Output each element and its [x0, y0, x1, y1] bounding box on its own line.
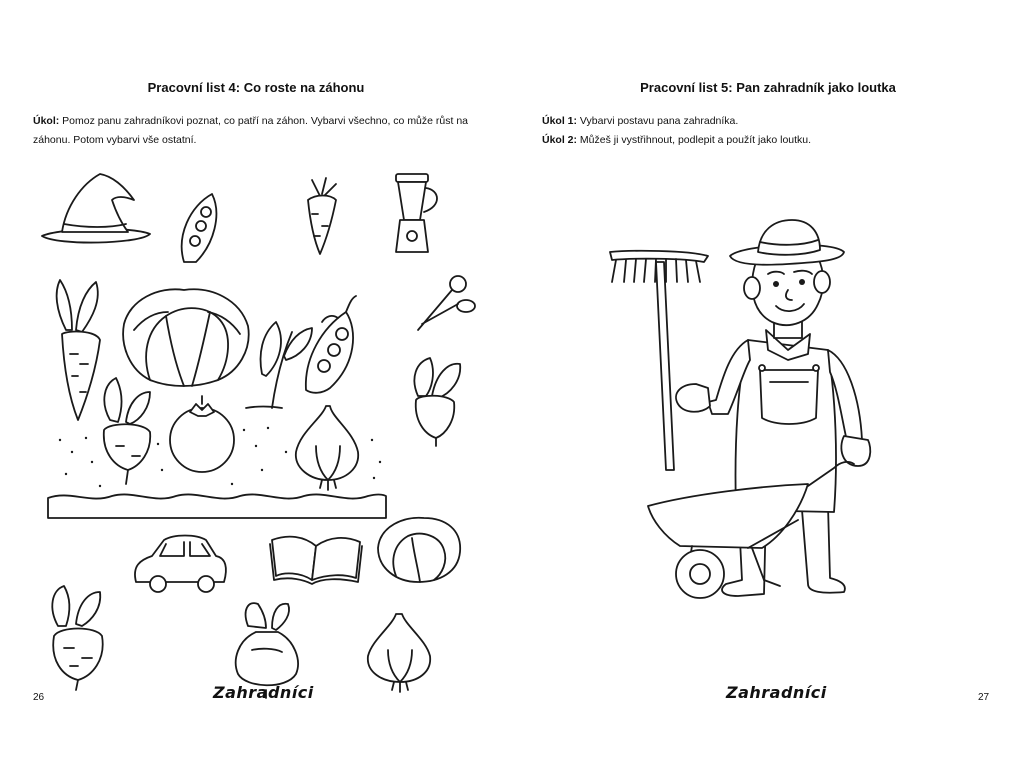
task1-text: Vybarvi postavu pana zahradníka.	[577, 115, 739, 127]
pea-pod-icon	[306, 296, 356, 393]
beet-icon	[52, 586, 102, 690]
book-icon	[270, 537, 362, 584]
rake-icon	[610, 251, 708, 470]
sprout-icon	[246, 322, 312, 408]
hat-icon	[42, 174, 150, 243]
tomato-icon	[170, 396, 234, 472]
garden-bed-icon	[48, 494, 386, 518]
scissors-icon	[418, 276, 475, 330]
task2-label: Úkol 2:	[542, 134, 578, 146]
right-page-number: 27	[978, 692, 990, 703]
carrot-icon	[308, 178, 336, 254]
left-page-title: Pracovní list 4: Co roste na záhonu	[147, 80, 365, 95]
left-task-label: Úkol:	[33, 115, 60, 127]
task1-label: Úkol 1:	[542, 115, 578, 127]
beet-icon	[104, 378, 150, 484]
task2-text: Můžeš ji vystřihnout, podlepit a použít jako loutku.	[577, 134, 812, 146]
onion-icon	[368, 614, 430, 692]
right-footer: Zahradníci	[726, 683, 827, 702]
carrot-icon	[57, 280, 100, 420]
pea-pod-icon	[182, 194, 217, 262]
cabbage-icon	[123, 289, 249, 386]
right-page	[512, 0, 1024, 768]
cabbage-icon	[378, 518, 460, 582]
car-icon	[135, 536, 226, 593]
left-task-text-2: záhonu. Potom vybarvi vše ostatní.	[33, 134, 197, 146]
beet-icon	[414, 358, 460, 446]
left-page-number: 26	[33, 692, 45, 703]
left-task-text-1: Pomoz panu zahradníkovi poznat, co patří na záhon. Vybarvi všechno, co může růst na	[59, 115, 469, 127]
gardener-illustration	[512, 0, 1024, 768]
onion-icon	[296, 406, 358, 490]
right-page-title: Pracovní list 5: Pan zahradník jako loutka	[640, 80, 896, 95]
left-footer: Zahradníci	[213, 683, 314, 702]
blender-icon	[396, 174, 437, 252]
